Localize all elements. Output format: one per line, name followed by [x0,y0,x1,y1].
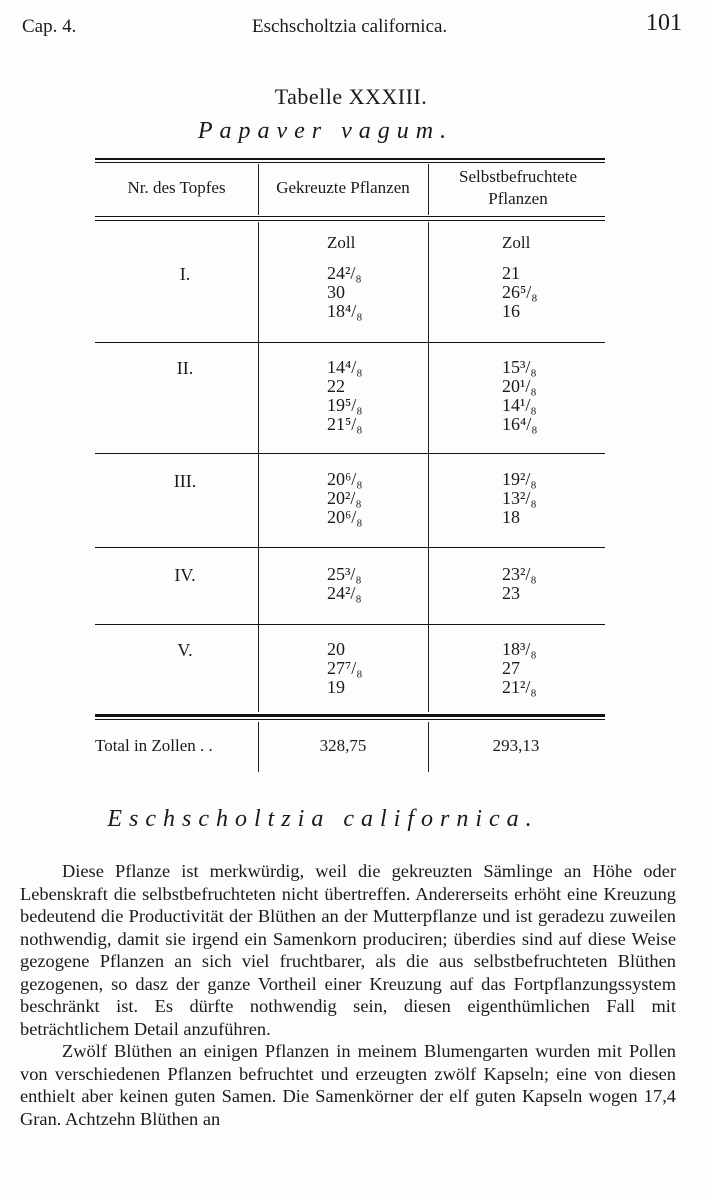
row-rule [95,547,605,548]
crossed-height: 19 [327,677,345,697]
total-crossed: 328,75 [319,736,367,755]
crossed-height: 20²/₈ [327,488,362,508]
crossed-height: 21⁵/₈ [327,414,363,434]
column-header-pot: Nr. des Topfes [127,178,226,197]
self-height: 23²/₈ [502,564,537,584]
column-divider-1 [258,222,259,712]
crossed-height: 20⁶/₈ [327,469,363,489]
self-height: 16 [502,301,520,321]
table-rule-top [95,158,605,160]
pot-number: IV. [174,565,196,585]
crossed-height: 14⁴/₈ [327,357,363,377]
total-label: Total in Zollen . . [95,736,213,755]
crossed-height: 20 [327,639,345,659]
running-title: Eschscholtzia californica. [252,16,448,37]
self-height: 18³/₈ [502,639,537,659]
table-rule-total-thin [95,719,605,720]
table-rule-total [95,714,605,717]
paragraph: Diese Pflanze ist merkwürdig, weil die gekreuzten Sämlinge an Höhe oder Lebenskraft die selbstbefruchteten nicht übertreffen. Andererseits erhöht eine Kreuzung bedeutend die Productivität der Blüthen an der Mutterpflanze und ist geradezu zuweilen nothwendig, damit sie irgend ein Samenkorn produciren; überdies sind auf diese Weise gezogene Pflanzen an sich viel fruchtbarer, als die aus selbstbefruchteten Blüthen gezogenen, so dasz der ganze Vortheil einer Kreuzung auf das Fortpflanzungssystem beschränkt ist. Es dürfte nothwendig sein, diesen eigenthümlichen Fall mit beträchtlichem Detail anzuführen. [20,861,676,1039]
self-height: 15³/₈ [502,357,537,377]
row-rule [95,342,605,343]
section-title: Eschscholtzia californica. [107,806,539,832]
self-height: 13²/₈ [502,488,537,508]
body-text [20,860,676,1130]
unit-crossed: Zoll [327,233,356,252]
column-header-crossed: Gekreuzte Pflanzen [276,178,410,197]
self-height: 20¹/₈ [502,376,537,396]
table-rule-top-thin [95,162,605,163]
crossed-height: 30 [327,282,345,302]
self-height: 18 [502,507,520,527]
crossed-height: 22 [327,376,345,396]
self-height: 19²/₈ [502,469,537,489]
paragraph: Zwölf Blüthen an einigen Pflanzen in meinem Blumengarten wurden mit Pollen von verschiedenen Pflanzen befruchtet und erzeugten zwölf Kapseln; eine von diesen enthielt aber keinen guten Samen. Die Samenkörner der elf guten Kapseln wogen 17,4 Gran. Achtzehn Blüthen an [20,1041,676,1129]
row-rule [95,624,605,625]
crossed-height: 18⁴/₈ [327,301,363,321]
chapter-label: Cap. 4. [22,16,77,37]
column-header-self: Selbstbefruchtete Pflanzen [458,167,577,208]
pot-number: I. [179,264,191,284]
crossed-height: 25³/₈ [327,564,362,584]
self-height: 23 [502,583,520,603]
running-header [22,10,682,40]
self-height: 27 [502,658,520,678]
self-height: 21²/₈ [502,677,537,697]
table-species: Papaver vagum. [197,118,454,144]
crossed-height: 20⁶/₈ [327,507,363,527]
table-rule-header-2 [95,220,605,221]
unit-self: Zoll [502,233,531,252]
total-self: 293,13 [492,736,540,755]
row-rule [95,453,605,454]
pot-number: II. [176,358,194,378]
self-height: 16⁴/₈ [502,414,538,434]
table-caption: Tabelle XXXIII. [274,84,428,109]
crossed-height: 27⁷/₈ [327,658,363,678]
pot-number: V. [177,640,193,660]
crossed-height: 24²/₈ [327,583,362,603]
table-rule-header [95,216,605,217]
crossed-height: 24²/₈ [327,263,362,283]
column-divider-2 [428,222,429,712]
self-height: 21 [502,263,520,283]
self-height: 26⁵/₈ [502,282,538,302]
crossed-height: 19⁵/₈ [327,395,363,415]
page-number: 101 [646,10,682,36]
pot-number: III. [173,471,197,491]
header-divider-2 [428,164,429,215]
self-height: 14¹/₈ [502,395,537,415]
